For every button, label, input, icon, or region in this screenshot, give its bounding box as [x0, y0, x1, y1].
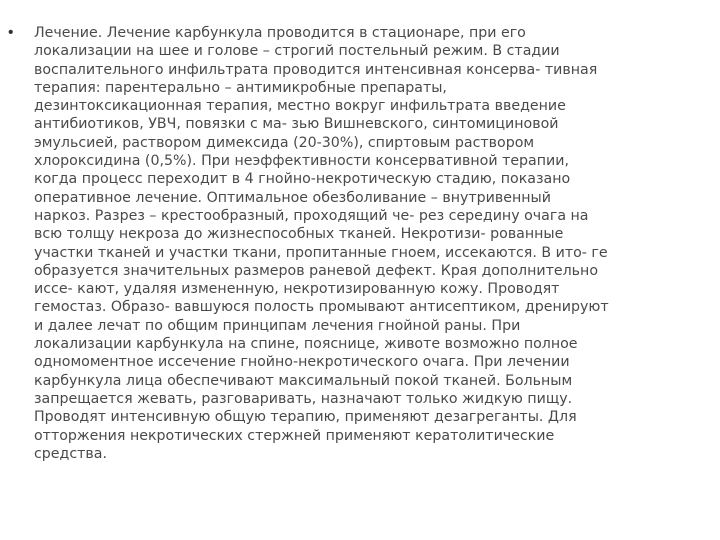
text-line: участки тканей и участки ткани, пропитанные гноем, иссекаются. В ито- ге	[34, 244, 608, 261]
text-line: локализации карбункула на спине, пояснице, животе возможно полное	[34, 336, 578, 353]
text-line: когда процесс переходит в 4 гнойно-некротическую стадию, показано	[34, 171, 571, 188]
text-line: Лечение. Лечение карбункула проводится в стационаре, при его	[34, 25, 526, 41]
text-line: иссе- кают, удаляя измененную, некротизированную кожу. Проводят	[34, 281, 560, 298]
text-line: запрещается жевать, разговаривать, назначают только жидкую пищу.	[34, 390, 573, 407]
text-line: отторжения некротических стержней применяют кератолитические	[34, 427, 555, 444]
bullet-marker: •	[8, 24, 14, 41]
text-line: антибиотиков, УВЧ, повязки с ма- зью Вишневского, синтомициновой	[34, 116, 559, 133]
text-line: воспалительного инфильтрата проводится интенсивная консерва- тивная	[34, 61, 598, 78]
text-line: терапия: парентерально – антимикробные препараты,	[34, 79, 447, 96]
text-line: карбункула лица обеспечивают максимальный покой тканей. Больным	[34, 372, 573, 389]
text-line: гемостаз. Образо- вавшуюся полость промывают антисептиком, дренируют	[34, 299, 609, 316]
text-line: эмульсией, раствором димексида (20-30%), спиртовым раствором	[34, 134, 535, 151]
text-line: оперативное лечение. Оптимальное обезболивание – внутривенный	[34, 189, 551, 206]
text-line: одномоментное иссечение гнойно-некротического очага. При лечении	[34, 354, 570, 371]
text-line: наркоз. Разрез – крестообразный, проходящий че- рез середину очага на	[34, 207, 589, 224]
text-line: средства.	[34, 445, 107, 462]
text-line: образуется значительных размеров раневой дефект. Края дополнительно	[34, 262, 598, 279]
bullet-item	[8, 24, 688, 463]
text-line: всю толщу некроза до жизнеспособных тканей. Некротизи- рованные	[34, 226, 564, 243]
text-line: и далее лечат по общим принципам лечения гнойной раны. При	[34, 317, 521, 334]
text-line: Проводят интенсивную общую терапию, применяют дезагреганты. Для	[34, 409, 577, 426]
text-line: дезинтоксикационная терапия, местно вокруг инфильтрата введение	[34, 98, 566, 115]
text-line: локализации на шее и голове – строгий постельный режим. В стадии	[34, 43, 560, 60]
text-line: хлороксидина (0,5%). При неэффективности консервативной терапии,	[34, 153, 569, 170]
bullet-paragraph	[34, 24, 688, 463]
